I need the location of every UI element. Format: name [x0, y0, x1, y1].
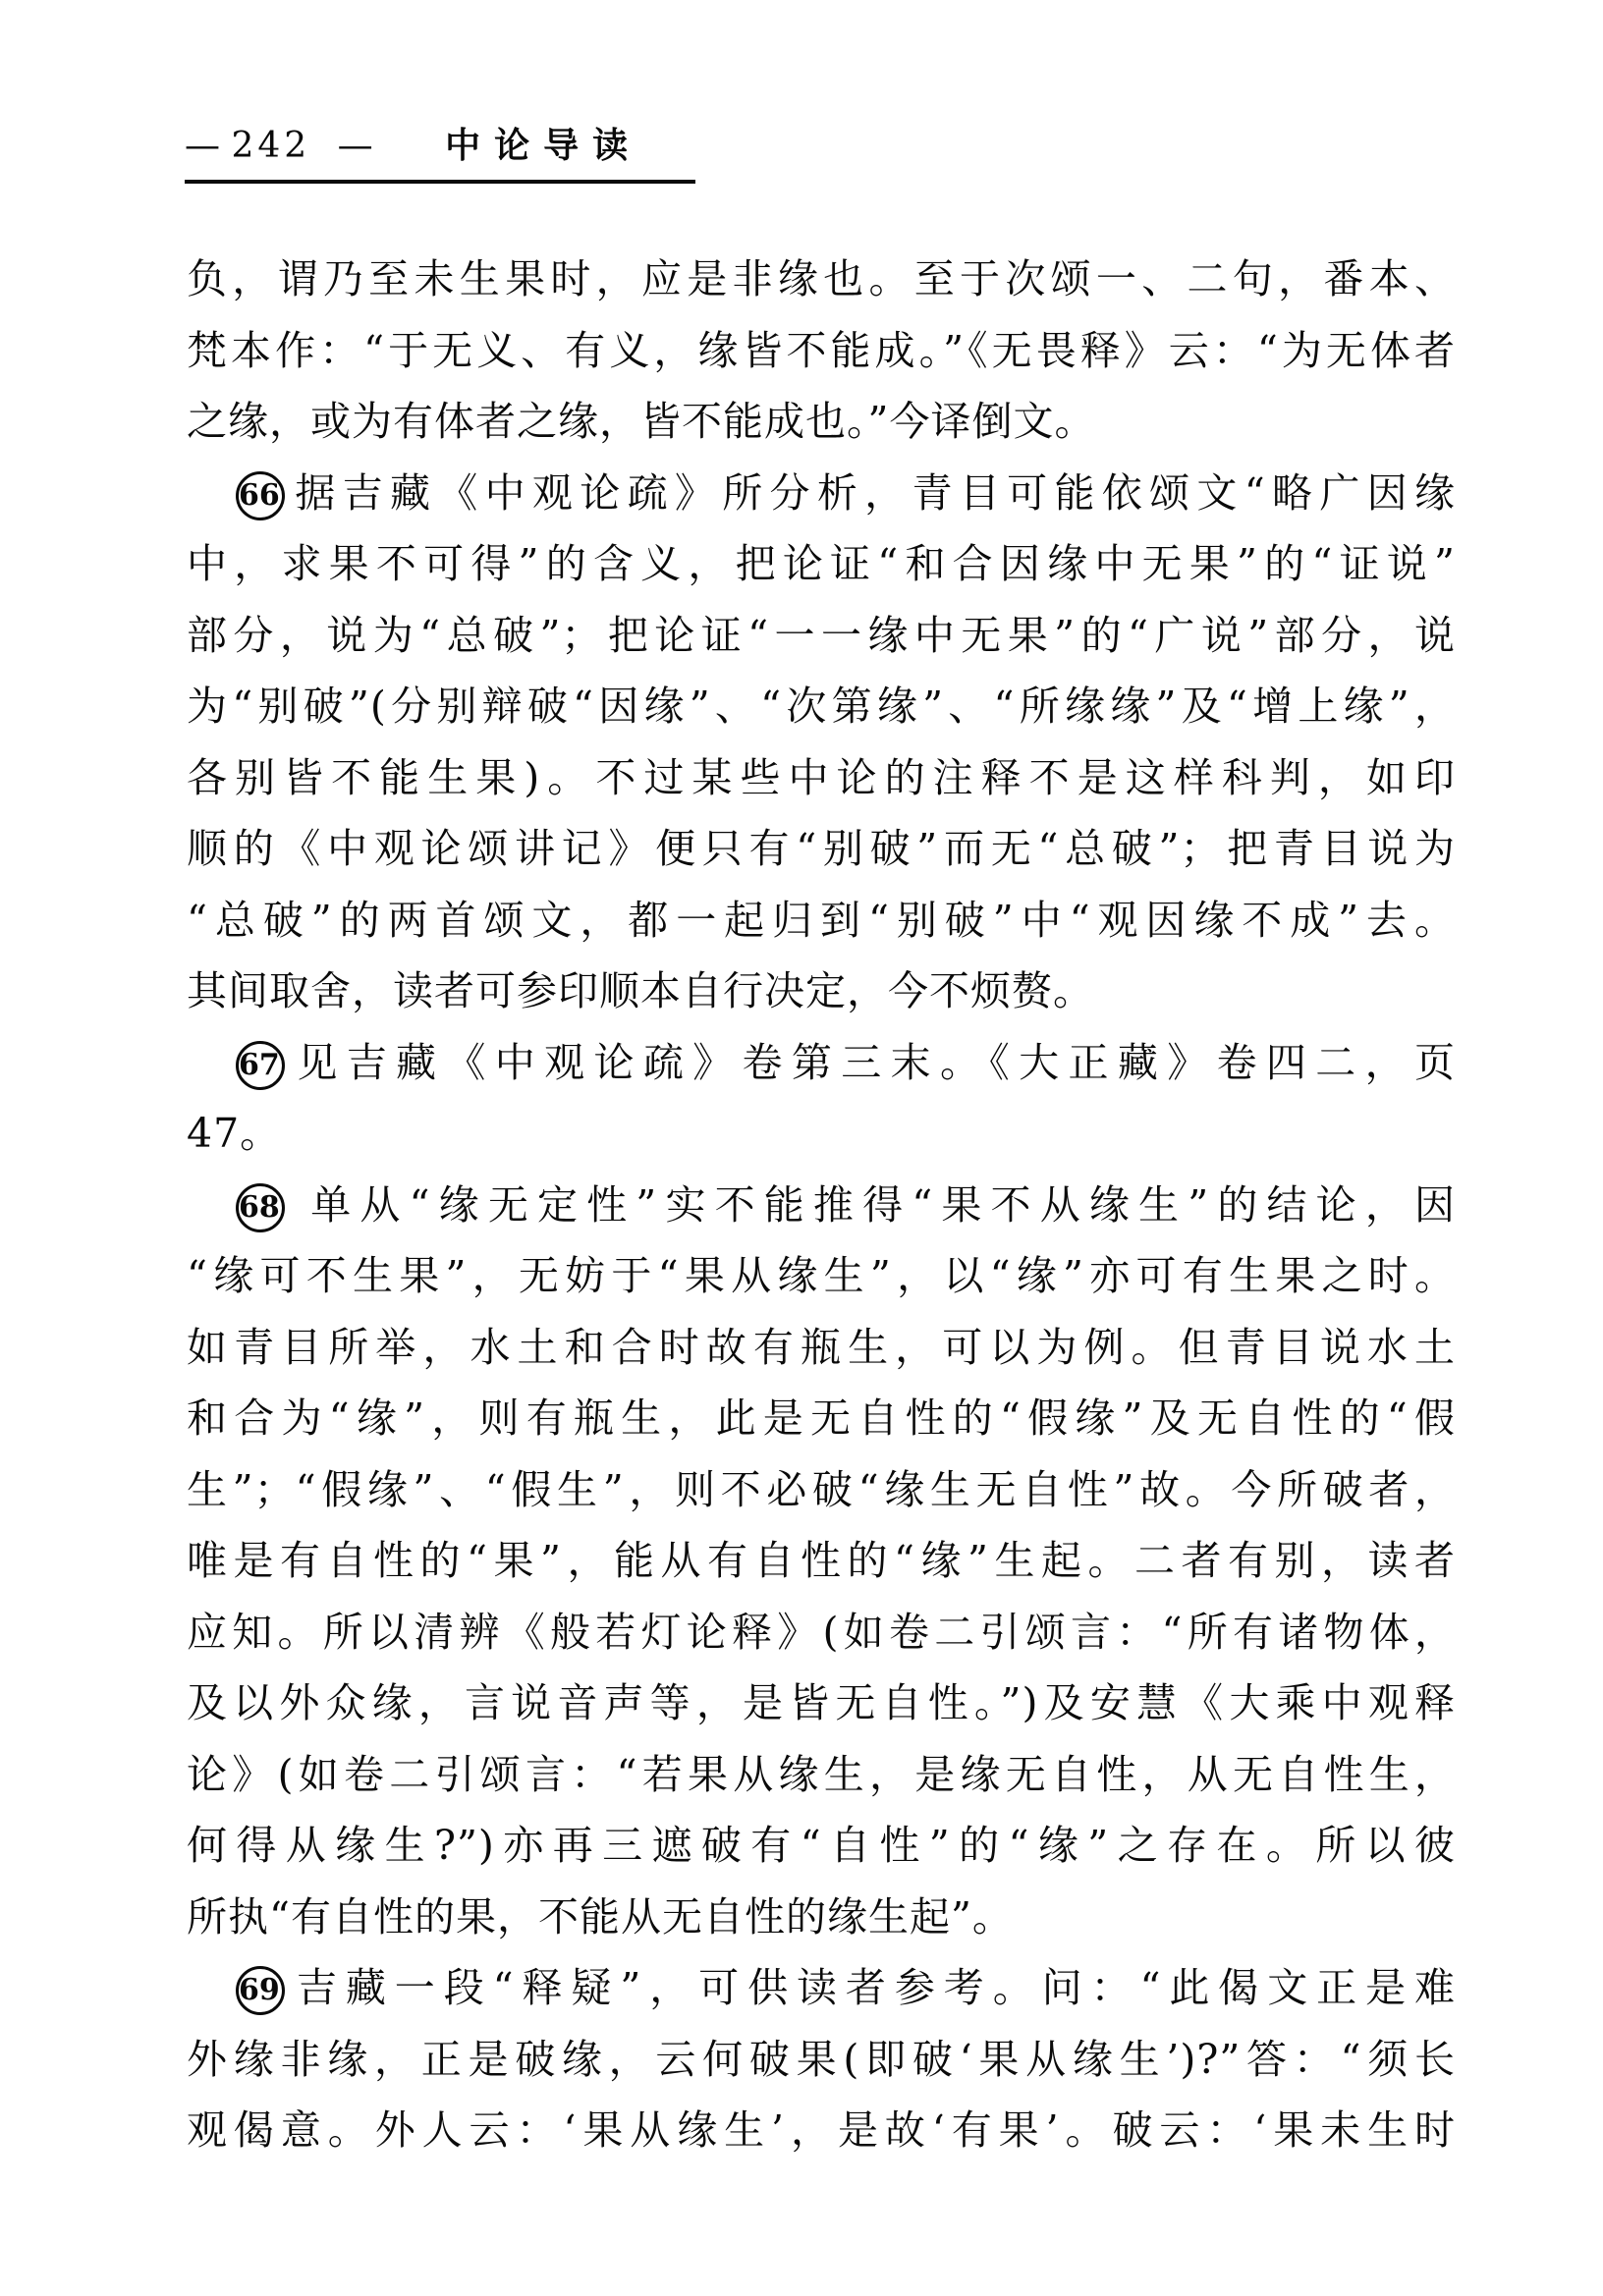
- text-line: 部分，说为“总破”；把论证“一一缘中无果”的“广说”部分，说: [187, 611, 1456, 659]
- text-line: 67 见吉藏《中观论疏》卷第三末。《大正藏》卷四二，页: [187, 1027, 1456, 1099]
- page-body: [187, 244, 1456, 2166]
- page-number: 242: [231, 126, 311, 166]
- text-line: 各别皆不能生果)。不过某些中论的注释不是这样科判，如印: [187, 753, 1456, 801]
- running-header: [185, 118, 695, 184]
- text-line: 负，谓乃至未生果时，应是非缘也。至于次颂一、二句，番本、: [187, 255, 1456, 302]
- text-line: 论》(如卷二引颂言：“若果从缘生，是缘无自性，从无自性生，: [187, 1750, 1456, 1798]
- text-line: 和合为“缘”，则有瓶生，此是无自性的“假缘”及无自性的“假: [187, 1394, 1456, 1442]
- text-line: “缘可不生果”，无妨于“果从缘生”，以“缘”亦可有生果之时。: [187, 1252, 1456, 1299]
- header-dash-left: —: [185, 126, 220, 166]
- text-line: 生”；“假缘”、“假生”，则不必破“缘生无自性”故。今所破者，: [187, 1465, 1456, 1513]
- text-line: 观偈意。外人云：‘果从缘生’，是故‘有果’。破云：‘果未生时: [187, 2106, 1456, 2154]
- text-line: 唯是有自性的“果”，能从有自性的“缘”生起。二者有别，读者: [187, 1537, 1456, 1584]
- text-line: 如青目所举，水土和合时故有瓶生，可以为例。但青目说水土: [187, 1323, 1456, 1371]
- footnote-number-badge: 68: [236, 1183, 285, 1232]
- footnote-number-badge: 67: [236, 1041, 285, 1090]
- text-line: 68 单从“缘无定性”实不能推得“果不从缘生”的结论，因: [187, 1170, 1456, 1241]
- text-line: 47。: [187, 1110, 282, 1157]
- text-line: “总破”的两首颂文，都一起归到“别破”中“观因缘不成”去。: [187, 896, 1456, 944]
- text-line: 及以外众缘，言说音声等，是皆无自性。”)及安慧《大乘中观释: [187, 1679, 1456, 1726]
- text-line: 外缘非缘，正是破缘，云何破果(即破‘果从缘生’)?”答：“须长: [187, 2035, 1456, 2083]
- text-line: 其间取舍，读者可参印顺本自行决定，今不烦赘。: [187, 967, 1094, 1014]
- text-line: 所执“有自性的果，不能从无自性的缘生起”。: [187, 1892, 1014, 1941]
- text-line: 为“别破”(分别辩破“因缘”、“次第缘”、“所缘缘”及“增上缘”，: [187, 683, 1456, 730]
- text-line: 66 据吉藏《中观论疏》所分析，青目可能依颂文“略广因缘: [187, 458, 1456, 529]
- text-line: 69 吉藏一段“释疑”，可供读者参考。问：“此偈文正是难: [187, 1952, 1456, 2024]
- footnote-number-badge: 66: [236, 471, 285, 520]
- text-line: 何得从缘生?”)亦再三遮破有“自性”的“缘”之存在。所以彼: [187, 1822, 1456, 1869]
- text-line: 梵本作：“于无义、有义，缘皆不能成。”《无畏释》云：“为无体者: [187, 326, 1456, 374]
- footnote-number-badge: 69: [236, 1966, 285, 2015]
- book-title: 中论导读: [445, 125, 642, 166]
- text-line: 顺的《中观论颂讲记》便只有“别破”而无“总破”；把青目说为: [187, 825, 1456, 872]
- text-line: 之缘，或为有体者之缘，皆不能成也。”今译倒文。: [187, 398, 1096, 445]
- header-dash-right: —: [337, 126, 373, 166]
- text-line: 中，求果不可得”的含义，把论证“和合因缘中无果”的“证说”: [187, 540, 1456, 587]
- text-line: 应知。所以清辨《般若灯论释》(如卷二引颂言：“所有诸物体，: [187, 1608, 1456, 1656]
